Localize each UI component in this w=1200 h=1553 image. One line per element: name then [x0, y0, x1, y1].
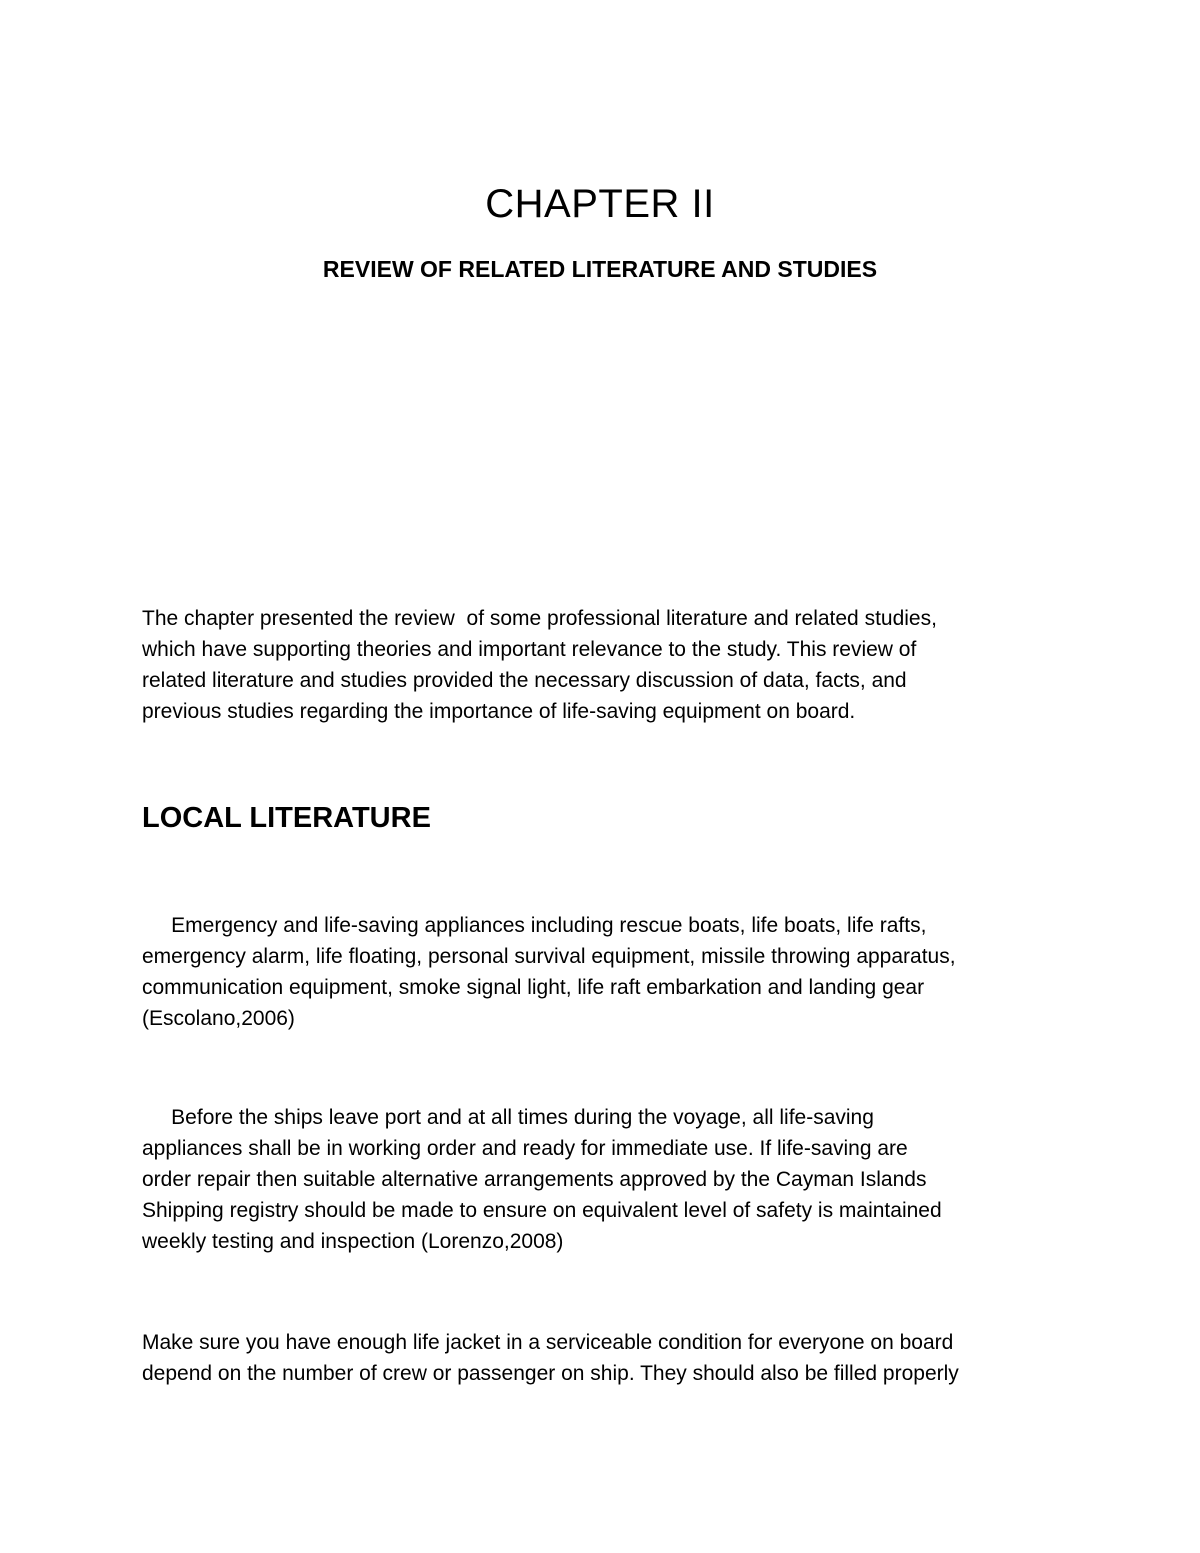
chapter-subtitle: REVIEW OF RELATED LITERATURE AND STUDIES	[322, 256, 878, 282]
paragraph-line: The chapter presented the review of some professional literature and related studies,	[142, 607, 937, 630]
local-literature-paragraph	[142, 910, 1062, 1034]
intro-paragraph	[142, 603, 1062, 727]
paragraph-line: related literature and studies provided the necessary discussion of data, facts, and	[142, 669, 907, 692]
paragraph-line: which have supporting theories and important relevance to the study. This review of	[142, 638, 917, 661]
section-heading: LOCAL LITERATURE	[142, 802, 431, 834]
paragraph-line: Before the ships leave port and at all times during the voyage, all life-saving	[142, 1106, 874, 1129]
paragraph-line: Shipping registry should be made to ensure on equivalent level of safety is maintained	[142, 1199, 942, 1222]
paragraph-line: communication equipment, smoke signal light, life raft embarkation and landing gear	[142, 976, 925, 999]
chapter-title: CHAPTER II	[485, 182, 715, 226]
paragraph-line: weekly testing and inspection (Lorenzo,2008)	[142, 1230, 564, 1253]
paragraph-line: Emergency and life-saving appliances including rescue boats, life boats, life rafts,	[142, 914, 927, 937]
paragraph-line: previous studies regarding the importance of life-saving equipment on board.	[142, 700, 856, 723]
paragraph-line: depend on the number of crew or passenger on ship. They should also be filled properly	[142, 1362, 959, 1385]
paragraph-line: appliances shall be in working order and ready for immediate use. If life-saving are	[142, 1137, 908, 1160]
paragraph-line: order repair then suitable alternative arrangements approved by the Cayman Islands	[142, 1168, 927, 1191]
paragraph-line: Make sure you have enough life jacket in a serviceable condition for everyone on board	[142, 1331, 954, 1354]
paragraph-line: emergency alarm, life floating, personal survival equipment, missile throwing apparatus,	[142, 945, 956, 968]
paragraph-line: (Escolano,2006)	[142, 1007, 295, 1030]
local-literature-paragraph	[142, 1327, 1062, 1389]
local-literature-paragraph	[142, 1102, 1062, 1257]
